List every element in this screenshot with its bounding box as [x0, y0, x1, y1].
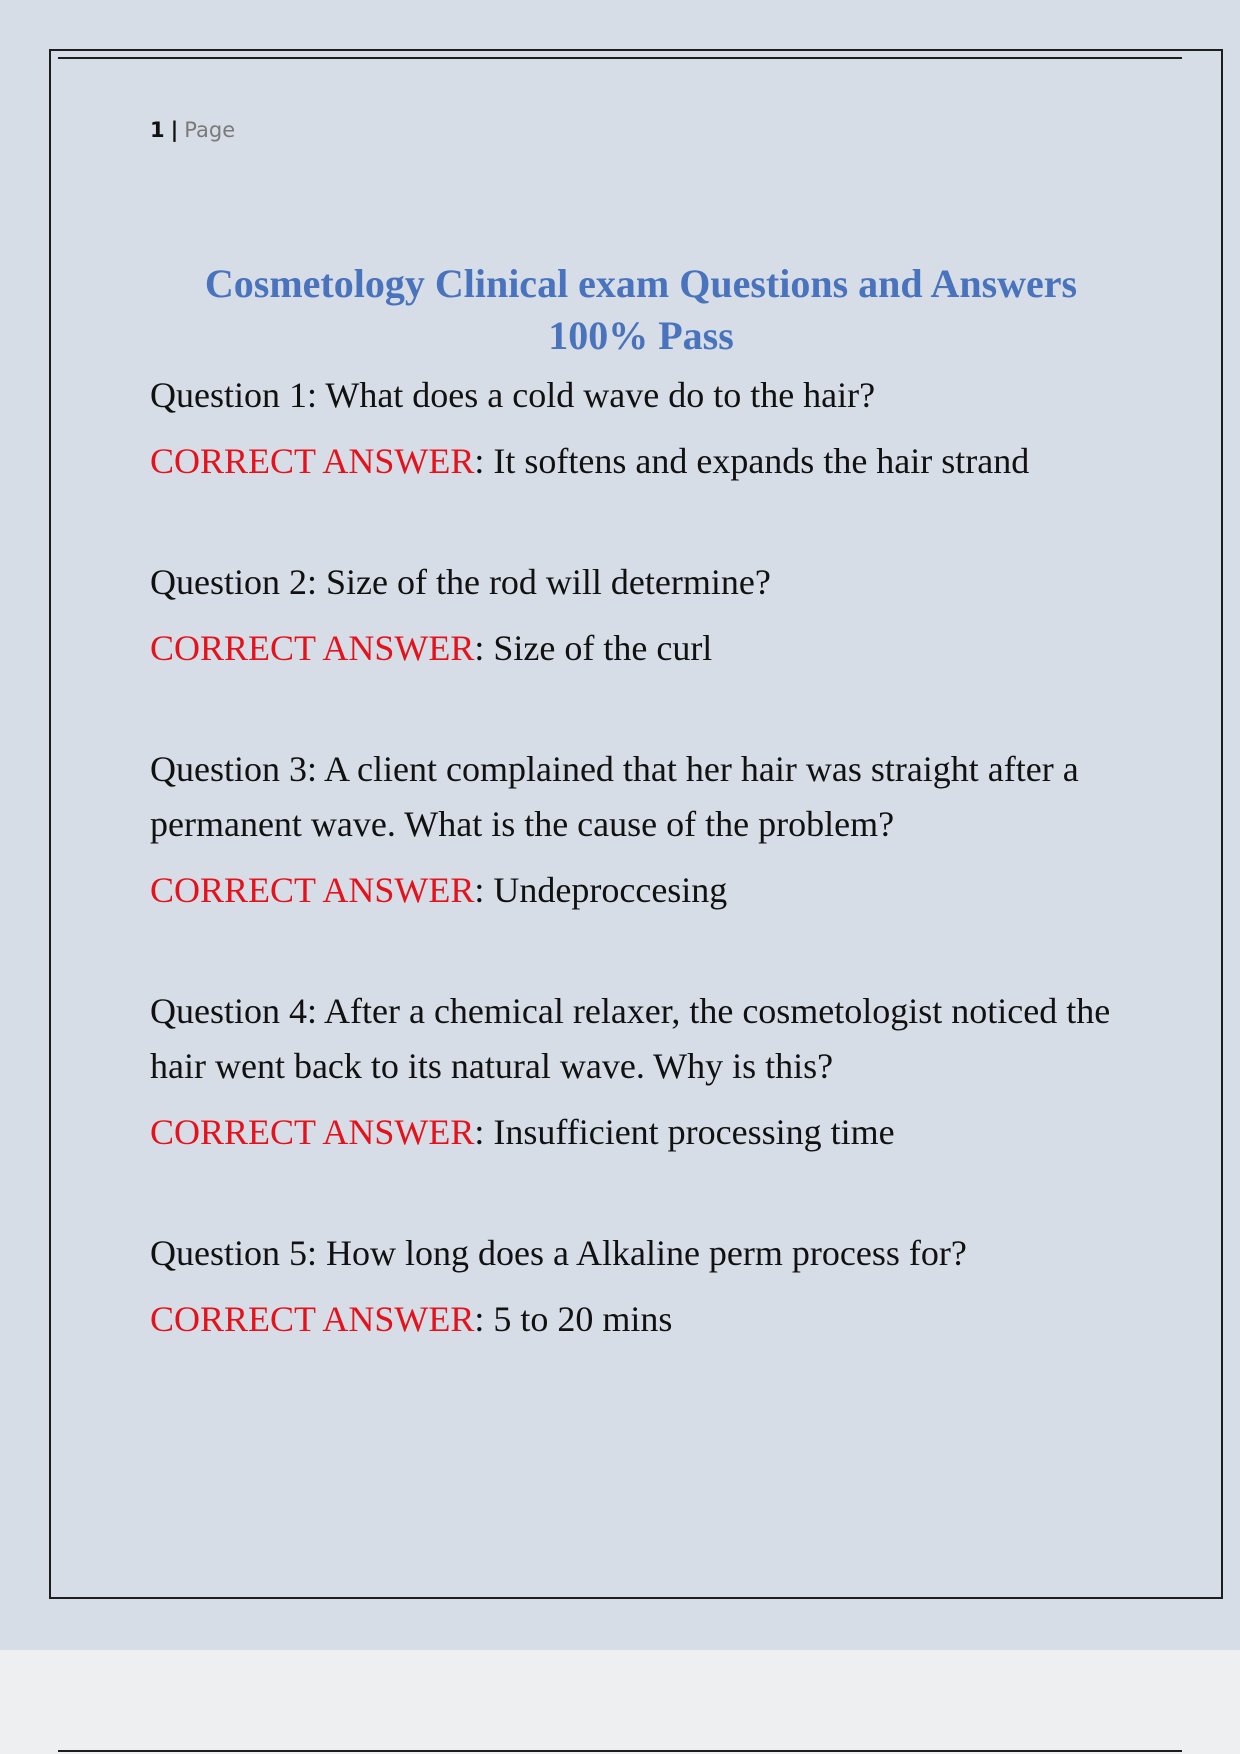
- answer-5-text: : 5 to 20 mins: [474, 1299, 673, 1339]
- qa-item-2: [150, 555, 1130, 676]
- answer-1: [150, 434, 1130, 489]
- answer-4: [150, 1105, 1130, 1160]
- qa-item-5: [150, 1226, 1130, 1347]
- answer-5-label: CORRECT ANSWER: [150, 1299, 475, 1339]
- page-number-value: 1: [150, 118, 165, 142]
- answer-1-label: CORRECT ANSWER: [150, 441, 475, 481]
- question-5: Question 5: How long does a Alkaline perm process for?: [150, 1233, 967, 1273]
- document-title: [150, 258, 1132, 362]
- page-number-separator: |: [170, 118, 179, 142]
- question-2: Question 2: Size of the rod will determine?: [150, 562, 771, 602]
- question-3: Question 3: A client complained that her hair was straight after a permanent wave. What is the cause of the problem?: [150, 749, 1079, 844]
- answer-2-text: : Size of the curl: [474, 628, 713, 668]
- question-1: Question 1: What does a cold wave do to the hair?: [150, 375, 876, 415]
- qa-item-3: [150, 742, 1130, 918]
- answer-2-label: CORRECT ANSWER: [150, 628, 475, 668]
- page-label: Page: [184, 118, 236, 142]
- answer-3-label: CORRECT ANSWER: [150, 870, 475, 910]
- document-title-line-1: Cosmetology Clinical exam Questions and Answers: [204, 261, 1078, 306]
- answer-4-text: : Insufficient processing time: [474, 1112, 895, 1152]
- qa-list: [150, 368, 1130, 1347]
- top-divider: [58, 57, 1182, 59]
- page-number: [150, 116, 235, 144]
- next-page-top-divider: [58, 1750, 1182, 1752]
- answer-5: [150, 1292, 1130, 1347]
- answer-2: [150, 621, 1130, 676]
- qa-item-4: [150, 984, 1130, 1160]
- question-4: Question 4: After a chemical relaxer, the cosmetologist noticed the hair went back to its natural wave. Why is this?: [150, 991, 1111, 1086]
- answer-3: [150, 863, 1130, 918]
- document-title-line-2: 100% Pass: [548, 313, 734, 358]
- qa-item-1: [150, 368, 1130, 489]
- answer-4-label: CORRECT ANSWER: [150, 1112, 475, 1152]
- answer-3-text: : Undeproccesing: [474, 870, 728, 910]
- answer-1-text: : It softens and expands the hair strand: [474, 441, 1030, 481]
